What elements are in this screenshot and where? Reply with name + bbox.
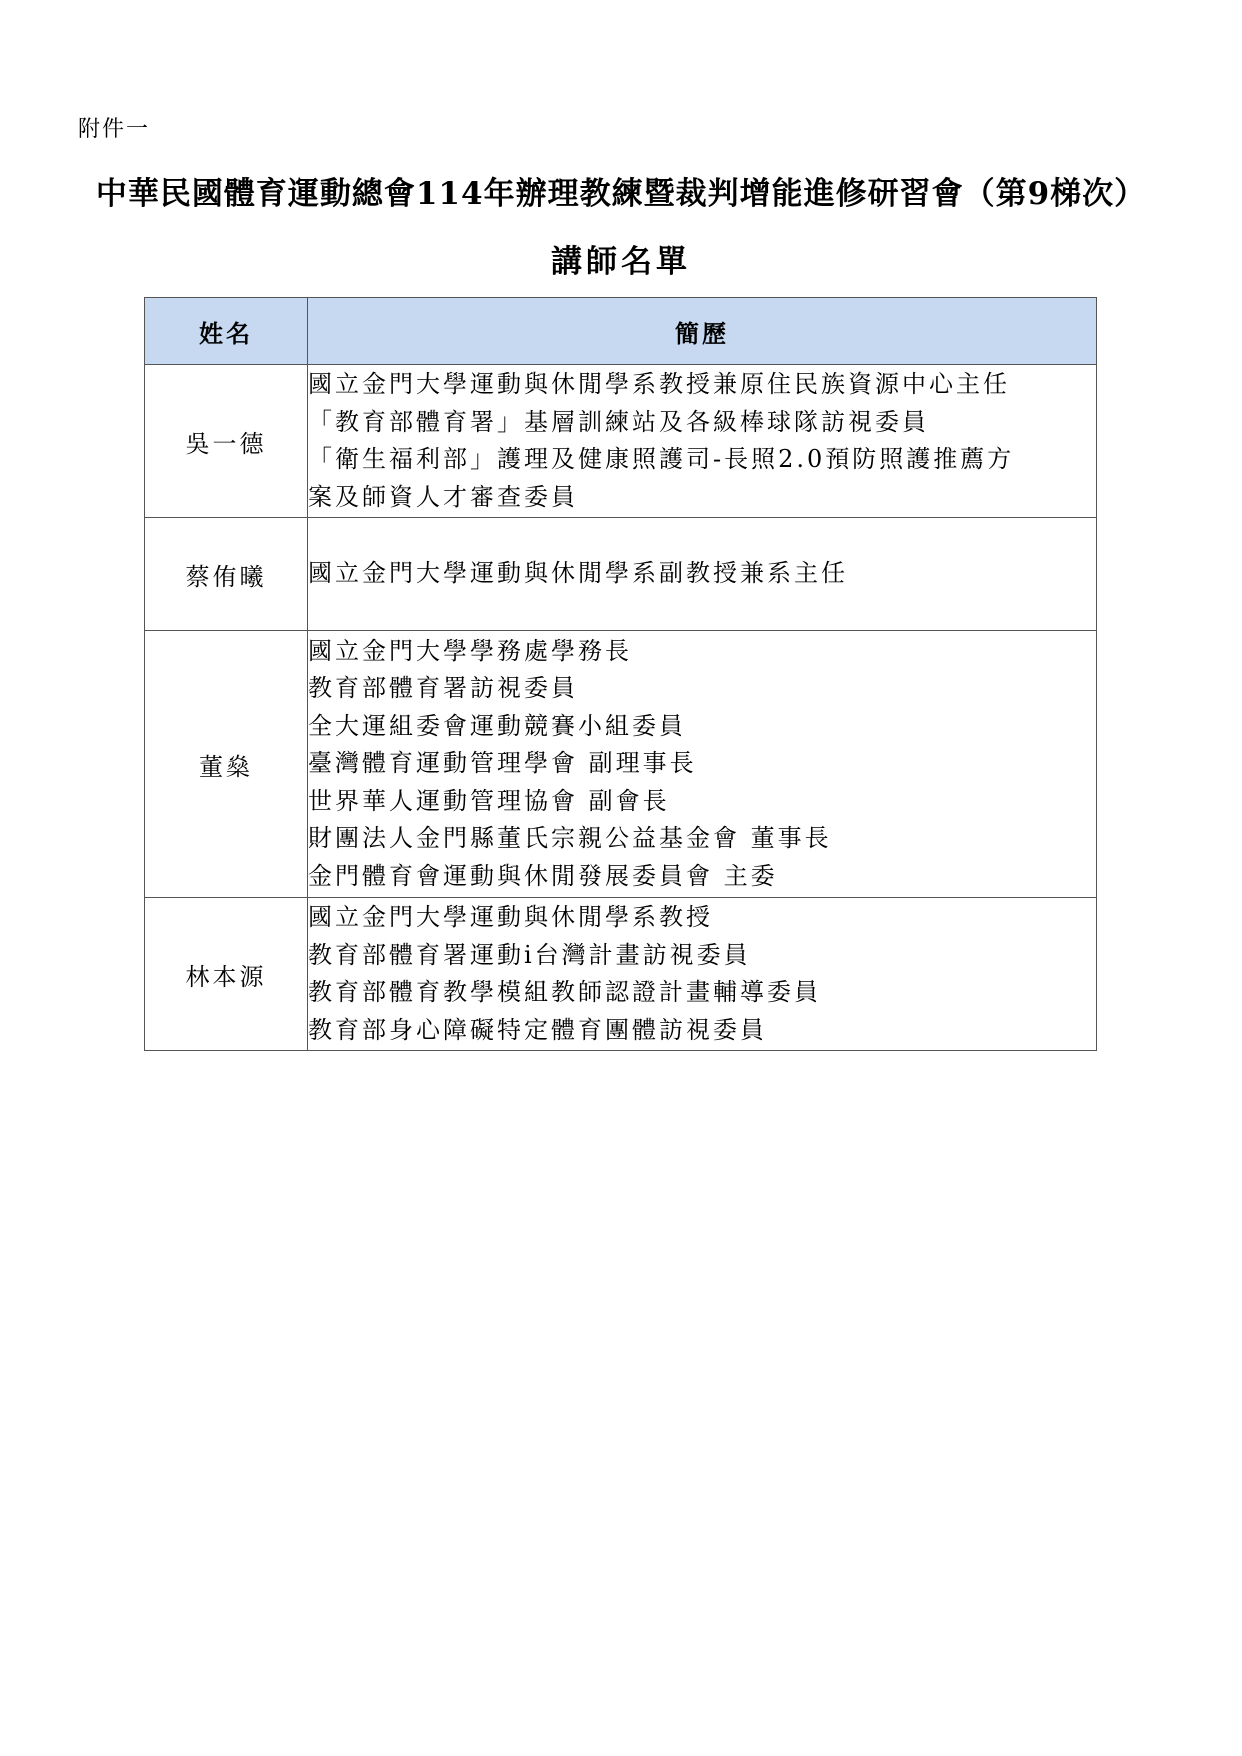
resume-line: 案及師資人才審查委員 [308, 482, 578, 511]
table-row [145, 518, 1097, 631]
instructor-table [144, 297, 1097, 1051]
resume-line: 教育部身心障礙特定體育團體訪視委員 [308, 1015, 767, 1044]
instructor-resume [308, 631, 1097, 898]
resume-line: 「教育部體育署」基層訓練站及各級棒球隊訪視委員 [308, 407, 929, 436]
resume-line: 國立金門大學學務處學務長 [308, 636, 632, 665]
resume-line: 「衛生福利部」護理及健康照護司-長照2.0預防照護推薦方 [308, 445, 1015, 473]
instructor-name: 林本源 [145, 898, 308, 1051]
resume-line: 教育部體育署運動i台灣計畫訪視委員 [308, 940, 751, 969]
resume-line: 財團法人金門縣董氏宗親公益基金會 董事長 [308, 824, 832, 853]
table-header-row [145, 298, 1097, 365]
resume-line: 金門體育會運動與休閒發展委員會 主委 [308, 861, 778, 890]
resume-line: 國立金門大學運動與休閒學系教授 [308, 903, 713, 931]
instructor-resume [308, 518, 1097, 631]
resume-line: 國立金門大學運動與休閒學系副教授兼系主任 [308, 559, 848, 588]
document-subtitle: 講師名單 [551, 244, 691, 280]
instructor-name: 吳一德 [145, 365, 308, 518]
document-title: 中華民國體育運動總會114年辦理教練暨裁判增能進修研習會（第9梯次） [95, 176, 1147, 212]
table-row [145, 631, 1097, 898]
instructor-resume [308, 365, 1097, 518]
instructor-name: 蔡侑曦 [145, 518, 308, 631]
resume-line: 教育部體育教學模組教師認證計畫輔導委員 [308, 978, 821, 1006]
table-row [145, 898, 1097, 1051]
instructor-resume [308, 898, 1097, 1051]
resume-line: 臺灣體育運動管理學會 副理事長 [308, 749, 697, 778]
resume-line: 全大運組委會運動競賽小組委員 [308, 711, 686, 740]
table-row [145, 365, 1097, 518]
attachment-label: 附件一 [78, 117, 151, 142]
name-column-header: 姓名 [145, 298, 308, 365]
resume-line: 世界華人運動管理協會 副會長 [308, 786, 670, 815]
resume-column-header: 簡歷 [308, 298, 1097, 365]
resume-line: 教育部體育署訪視委員 [308, 674, 578, 703]
instructor-name: 董燊 [145, 631, 308, 898]
resume-line: 國立金門大學運動與休閒學系教授兼原住民族資源中心主任 [308, 370, 1010, 398]
